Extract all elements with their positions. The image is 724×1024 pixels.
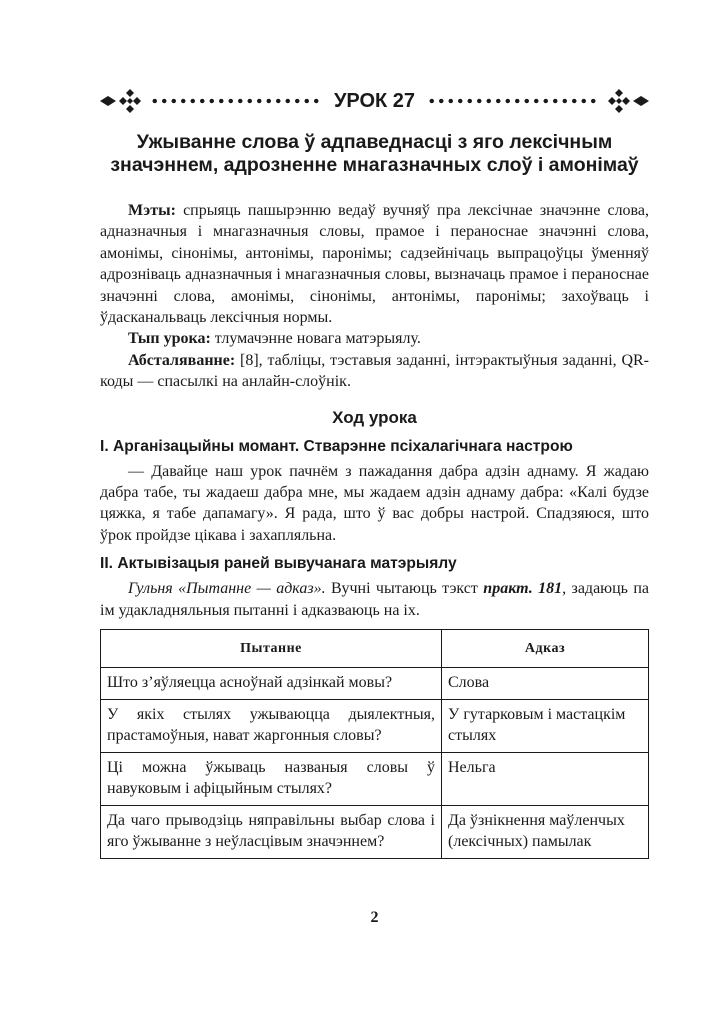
answer-cell: У гутарковым і мастацкім стылях [442, 700, 649, 753]
question-cell: Да чаго прыводзіць няправільны выбар слова і яго ўжыванне з неўласцівым значэннем? [101, 806, 442, 859]
lesson-number: УРОК 27 [333, 89, 416, 112]
section-1-heading: І. Арганізацыйны момант. Стварэнне псіхалагічнага настрою [100, 437, 573, 455]
table-header-row [101, 630, 649, 668]
exercise-ref: практ. 181 [483, 580, 563, 598]
answer-cell: Да ўзнікнення маўленчых (лексічных) памылак [442, 806, 649, 859]
goals-paragraph [100, 200, 649, 328]
answer-cell: Нельга [442, 753, 649, 806]
column-header-answer: Адказ [442, 630, 649, 668]
section-2-paragraph [100, 578, 649, 621]
game-name: Гульня «Пытанне — адказ». [128, 580, 326, 598]
section-1-text [100, 461, 649, 547]
lesson-title: Ужыванне слова ў адпаведнасці з яго лексічным значэннем, адрозненне мнагазначных слоў і амонімаў [110, 131, 639, 176]
page-content [100, 88, 649, 927]
column-header-question: Пытанне [101, 630, 442, 668]
table-row [101, 700, 649, 753]
lesson-header-ribbon [100, 88, 649, 114]
question-cell: У якіх стылях ужываюцца дыялектныя, прастамоўныя, нават жаргонныя словы? [101, 700, 442, 753]
question-cell: Ці можна ўжываць названыя словы ў навуковым і афіцыйным стылях? [101, 753, 442, 806]
text-after: , задаюць па ім удакладняльныя пытанні і адказваюць на іх. [100, 580, 650, 619]
lesson-type-text: тлумачэнне новага матэрыялу. [214, 330, 421, 348]
equipment-label: Абсталяванне: [128, 351, 236, 369]
dotted-divider [427, 98, 599, 104]
section-1-paragraph: — Давайце наш урок пачнём з пажадання дабра адзін аднаму. Я жадаю дабра табе, ты жадаеш дабра мне, мы жадаем адзін аднаму дабра: «Калі будзе цяжка, я табе дапамагу». Я рада, што ў вас добры настрой. Спадзяюся, што ўрок пройдзе цікава і захапляльна. [100, 462, 649, 544]
dotted-divider [150, 98, 322, 104]
lesson-type-label: Тып урока: [128, 330, 211, 348]
equipment-text: [8], табліцы, тэставыя заданні, інтэрактыўныя заданні, QR-коды — спасылкі на анлайн-слоўнік. [100, 351, 650, 391]
goals-text: спрыяць пашырэнню ведаў вучняў пра лексічнае значэнне слова, адназначныя і мнагазначныя словы, прамое і пераноснае значэнні слова, амонімы, сінонімы, антонімы, паронімы; садзейнічаць выпрацоўцы ўменняў адрозніваць адназначныя і мнагазначныя словы, вызначаць прамое і пераноснае значэнні слова, амонімы, сінонімы, антонімы, паронімы; захоўваць і ўдасканальваць лексічныя нормы. [100, 202, 650, 327]
page-number: 2 [370, 909, 379, 927]
table-row [101, 668, 649, 700]
course-heading: Ход урока [332, 407, 417, 427]
ornament-left-icon [100, 88, 146, 114]
question-cell: Што з’яўляецца асноўнай адзінкай мовы? [101, 668, 442, 700]
ornament-right-icon [603, 88, 649, 114]
section-2-text [100, 578, 649, 621]
answer-cell: Слова [442, 668, 649, 700]
lesson-intro [100, 200, 649, 393]
table-row [101, 753, 649, 806]
equipment-paragraph [100, 350, 649, 393]
section-2-heading: ІІ. Актывізацыя раней вывучанага матэрыялу [100, 555, 457, 573]
table-row [101, 806, 649, 859]
question-answer-table [100, 629, 649, 859]
goals-label: Мэты: [128, 202, 176, 219]
lesson-type-paragraph [100, 328, 649, 349]
text-before: Вучні чытаюць тэкст [325, 580, 484, 598]
